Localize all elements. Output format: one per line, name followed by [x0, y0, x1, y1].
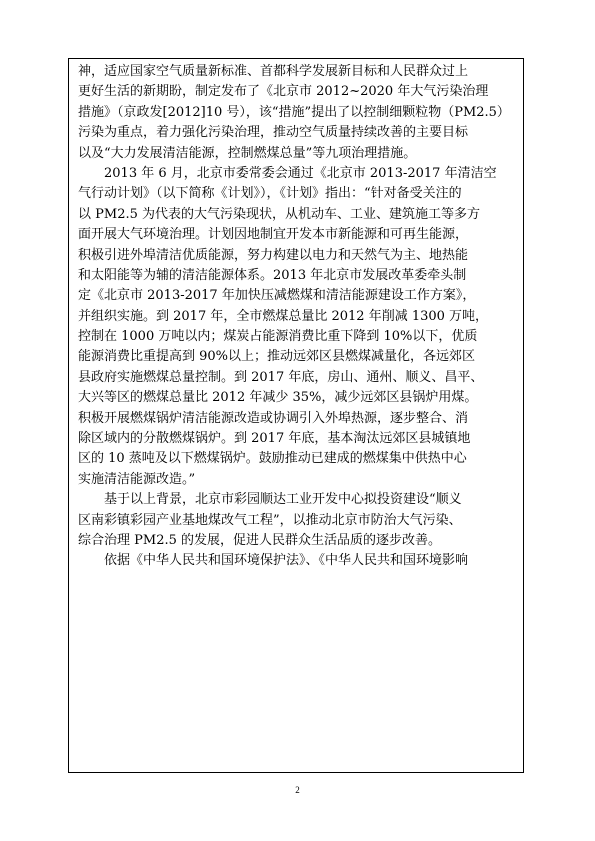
text-line: 除区域内的分散燃煤锅炉。到 2017 年底，基本淘汰远郊区县城镇地	[78, 431, 471, 447]
text-line: 县政府实施燃煤总量控制。到 2017 年底，房山、通州、顺义、昌平、	[78, 369, 484, 385]
text-line: 措施》（京政发[2012]10 号），该“措施”提出了以控制细颗粒物（PM2.5）	[78, 104, 510, 120]
text-line: 气行动计划》（以下简称《计划》），《计划》指出：“针对备受关注的	[78, 186, 462, 202]
text-line: 控制在 1000 万吨以内；煤炭占能源消费比重下降到 10%以下，优质	[78, 329, 478, 345]
text-line: 积极开展燃煤锅炉清洁能源改造或协调引入外埠热源，逐步整合、消	[78, 410, 469, 426]
text-line: 区的 10 蒸吨及以下燃煤锅炉。鼓励推动已建成的燃煤集中供热中心	[78, 451, 467, 467]
text-line: 大兴等区的燃煤总量比 2012 年减少 35%，减少远郊区县锅炉用煤。	[78, 390, 478, 406]
text-line: 和太阳能等为辅的清洁能源体系。2013 年北京市发展改革委牵头制	[78, 267, 467, 283]
text-line: 以及“大力发展清洁能源，控制燃煤总量”等九项治理措施。	[78, 145, 417, 161]
paragraph-start-line: 依据《中华人民共和国环境保护法》、《中华人民共和国环境影响	[78, 553, 469, 569]
text-line: 面开展大气环境治理。计划因地制宜开发本市新能源和可再生能源，	[78, 227, 469, 243]
text-line: 以 PM2.5 为代表的大气污染现状，从机动车、工业、建筑施工等多方	[78, 206, 480, 222]
text-line: 污染为重点，着力强化污染治理，推动空气质量持续改善的主要目标	[78, 125, 469, 141]
text-line: 并组织实施。到 2017 年，全市燃煤总量比 2012 年削减 1300 万吨，	[78, 308, 489, 324]
text-line: 定《北京市 2013-2017 年加快压减燃煤和清洁能源建设工作方案》，	[78, 288, 476, 304]
text-line: 能源消费比重提高到 90%以上；推动远郊区县燃煤减量化，各远郊区	[78, 349, 476, 365]
paragraph-start-line: 基于以上背景，北京市彩园顺达工业开发中心拟投资建设“顺义	[78, 492, 462, 508]
text-line: 区南彩镇彩园产业基地煤改气工程”，以推动北京市防治大气污染、	[78, 512, 462, 528]
text-line: 积极引进外埠清洁优质能源，努力构建以电力和天然气为主、地热能	[78, 247, 469, 263]
page-number: 2	[295, 785, 300, 795]
text-line: 更好生活的新期盼，制定发布了《北京市 2012~2020 年大气污染治理	[78, 84, 489, 100]
paragraph-start-line: 2013 年 6 月，北京市委常委会通过《北京市 2013-2017 年清洁空	[78, 165, 497, 181]
body-text	[78, 62, 520, 572]
text-line: 综合治理 PM2.5 的发展，促进人民群众生活品质的逐步改善。	[78, 532, 441, 548]
text-line: 神，适应国家空气质量新标准、首都科学发展新目标和人民群众过上	[78, 64, 469, 79]
text-line: 实施清洁能源改造。”	[78, 471, 196, 487]
